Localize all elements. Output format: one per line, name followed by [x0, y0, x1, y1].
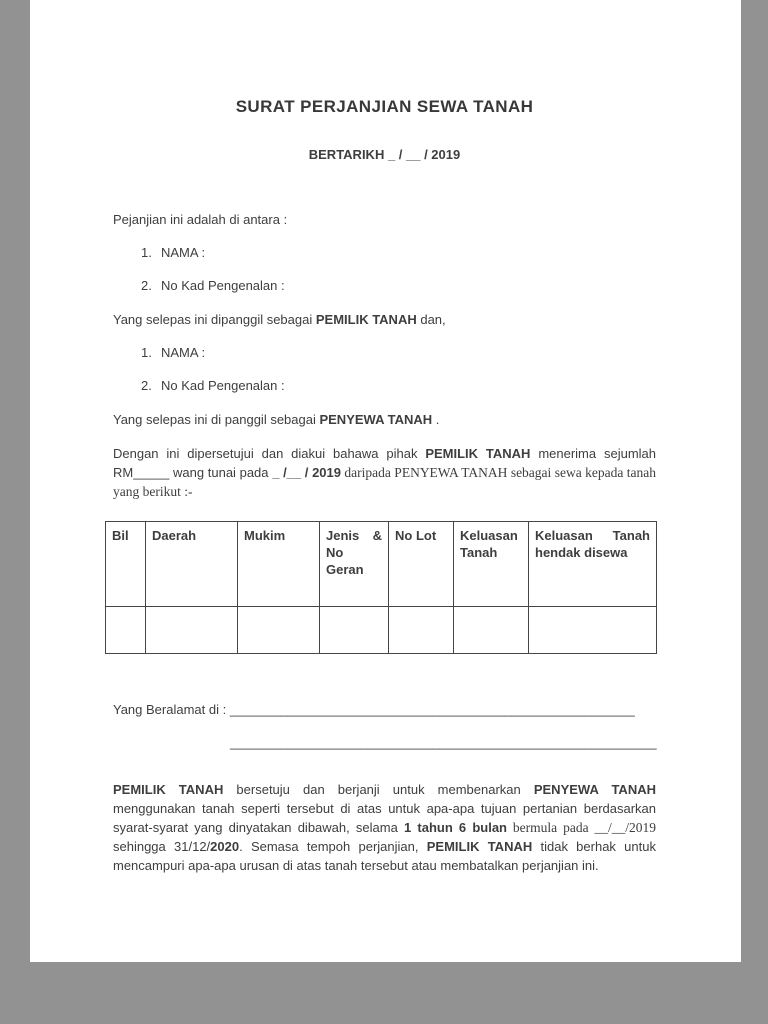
list-number: 1. — [141, 345, 152, 360]
land-details-table — [105, 521, 657, 654]
final-owner-label-1: PEMILIK TANAH — [113, 782, 224, 797]
address-label: Yang Beralamat di : — [113, 702, 230, 717]
list-label: NAMA : — [161, 245, 206, 260]
final-duration: 1 tahun 6 bulan — [403, 820, 507, 835]
header-no-lot: No Lot — [389, 522, 454, 607]
final-s7: sehingga 31/12/ — [113, 839, 211, 854]
final-tenant-label: PENYEWA TANAH — [533, 782, 656, 797]
header-mukim: Mukim — [238, 522, 320, 607]
header-keluasan-tanah: Keluasan Tanah — [454, 522, 529, 607]
final-s9: . Semasa tempoh perjanjian, — [239, 839, 427, 854]
final-s2: bersetuju dan berjanji untuk membenarkan — [223, 782, 534, 797]
final-s4: menggunakan tanah seperti tersebut di atas untuk apa-apa tujuan pertanian berdasarkan syarat-syarat yang dinyatakan dibawah, selama — [113, 801, 656, 835]
address-line-2 — [113, 733, 656, 752]
list-number: 2. — [141, 278, 152, 293]
party2-item-nama — [141, 343, 656, 362]
owner-clause — [113, 310, 656, 329]
document-page — [30, 0, 741, 962]
empty-cell — [238, 607, 320, 654]
party1-item-ic — [141, 276, 656, 295]
empty-cell — [320, 607, 389, 654]
address-line-1 — [113, 700, 656, 719]
document-title: SURAT PERJANJIAN SEWA TANAH — [235, 97, 534, 116]
payment-date: _ /__ / 2019 — [272, 465, 341, 480]
party1-item-nama — [141, 243, 656, 262]
tenant-clause-post: . — [432, 412, 440, 427]
final-paragraph — [113, 780, 656, 875]
list-label: No Kad Pengenalan : — [161, 378, 285, 393]
final-owner-label-2: PEMILIK TANAH — [426, 839, 533, 854]
final-end-year: 2020 — [210, 839, 240, 854]
intro-paragraph: Pejanjian ini adalah di antara : — [113, 212, 288, 227]
payment-s5: daripada PENYEWA TANAH sebagai sewa kepada tanah yang berikut :- — [113, 465, 656, 499]
empty-cell — [529, 607, 657, 654]
payment-s3: menerima sejumlah RM_____ wang tunai pada — [113, 446, 656, 480]
table-empty-row — [106, 607, 657, 654]
header-keluasan-sewa: Keluasan Tanah hendak disewa — [529, 522, 657, 607]
address-blank-2: ___________________________________________________________ — [230, 735, 657, 750]
list-number: 2. — [141, 378, 152, 393]
list-label: NAMA : — [161, 345, 206, 360]
empty-cell — [106, 607, 146, 654]
final-start-date: bermula pada __/__/2019 — [507, 820, 657, 835]
table-header-row — [106, 522, 657, 607]
owner-clause-post: dan, — [416, 312, 446, 327]
owner-label: PEMILIK TANAH — [315, 312, 417, 327]
header-daerah: Daerah — [146, 522, 238, 607]
header-bil: Bil — [106, 522, 146, 607]
payment-s1: Dengan ini dipersetujui dan diakui bahawa pihak — [113, 446, 426, 461]
owner-clause-pre: Yang selepas ini dipanggil sebagai — [113, 312, 316, 327]
tenant-clause-pre: Yang selepas ini di panggil sebagai — [113, 412, 320, 427]
payment-owner-label: PEMILIK TANAH — [425, 446, 531, 461]
payment-paragraph — [113, 444, 656, 501]
empty-cell — [389, 607, 454, 654]
list-label: No Kad Pengenalan : — [161, 278, 285, 293]
empty-cell — [146, 607, 238, 654]
final-s11: tidak berhak untuk mencampuri apa-apa urusan di atas tanah tersebut atau membatalkan perjanjian ini. — [113, 839, 656, 873]
list-number: 1. — [141, 245, 152, 260]
party2-item-ic — [141, 376, 656, 395]
tenant-clause — [113, 410, 656, 429]
header-jenis-geran: Jenis & No Geran — [320, 522, 389, 607]
date-line: BERTARIKH _ / __ / 2019 — [308, 147, 461, 162]
tenant-label: PENYEWA TANAH — [319, 412, 433, 427]
empty-cell — [454, 607, 529, 654]
address-blank-1: ________________________________________________________ — [229, 702, 635, 717]
